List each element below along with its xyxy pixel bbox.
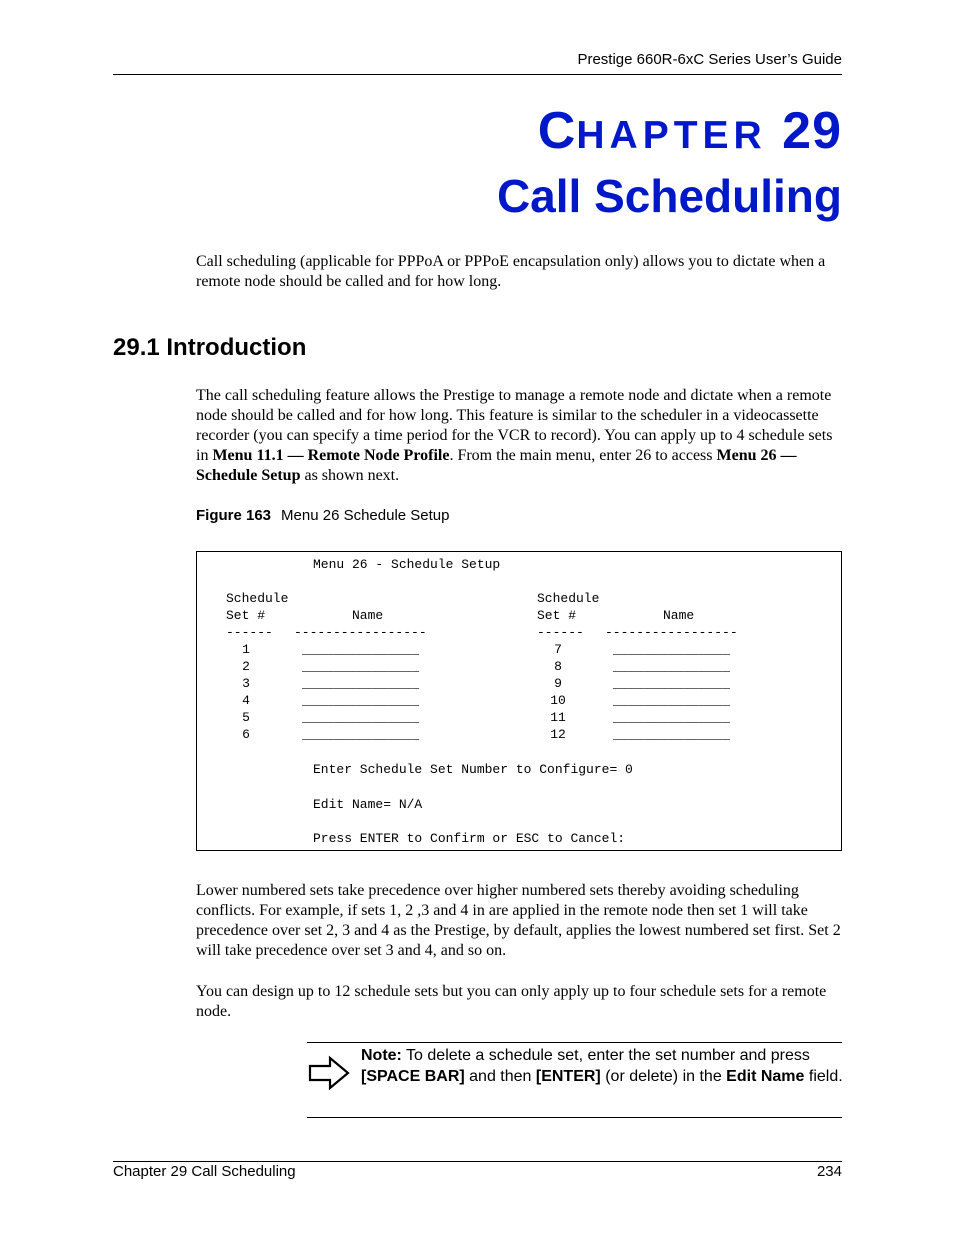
- guide-title: Prestige 660R-6xC Series User’s Guide: [577, 51, 842, 68]
- key-space-bar: [SPACE BAR]: [361, 1067, 465, 1085]
- set-name-field[interactable]: _______________: [302, 676, 420, 691]
- set-number: 4: [242, 693, 250, 708]
- left-col-header-schedule: Schedule: [226, 591, 289, 606]
- set-name-field[interactable]: _______________: [613, 642, 731, 657]
- left-col-header-name: Name: [352, 608, 384, 623]
- right-col-header-name: Name: [663, 608, 695, 623]
- set-name-field[interactable]: _______________: [302, 710, 420, 725]
- chapter-title: Call Scheduling: [496, 170, 842, 222]
- note-top-divider: [307, 1042, 842, 1043]
- page-number: 234: [816, 1163, 842, 1180]
- set-number: 7: [554, 642, 562, 657]
- chapter-label-initial: C: [537, 102, 577, 160]
- footer-chapter: Chapter 29 Call Scheduling: [113, 1163, 296, 1180]
- set-name-field[interactable]: _______________: [302, 727, 420, 742]
- section-paragraph: The call scheduling feature allows the Prestige to manage a remote node and dictate when a remote node should be called and for how long. This feature is similar to the scheduler in a videocassette recorder (you can specify a time period for the VCR to record). You can apply up to 4 schedule sets in Menu 11.1 — Remote Node Profile. From the main menu, enter 26 to access Menu 26 — Schedule Setup as shown next.: [196, 387, 833, 484]
- set-name-field[interactable]: _______________: [613, 710, 731, 725]
- set-number: 12: [550, 727, 566, 742]
- note-label: Note:: [361, 1047, 402, 1064]
- set-number: 1: [242, 642, 250, 657]
- set-number: 8: [554, 659, 562, 674]
- note-text: Note: To delete a schedule set, enter the set number and press [SPACE BAR] and then [ENTER] (or delete) in the Edit Name field.: [361, 1047, 843, 1085]
- figure-caption: [196, 507, 450, 524]
- left-divider-name: -----------------: [294, 625, 427, 640]
- set-name-field[interactable]: _______________: [613, 693, 731, 708]
- right-divider-set: ------: [537, 625, 584, 640]
- arrow-right-icon: [307, 1055, 351, 1091]
- menu-title: Menu 26 - Schedule Setup: [313, 557, 501, 572]
- set-name-field[interactable]: _______________: [302, 693, 420, 708]
- left-col-header-set: Set #: [226, 608, 266, 623]
- chapter-number: 29: [782, 102, 842, 160]
- chapter-label: [538, 96, 842, 171]
- figure-title: Menu 26 Schedule Setup: [281, 507, 450, 524]
- set-name-field[interactable]: _______________: [613, 727, 731, 742]
- set-name-field[interactable]: _______________: [302, 659, 420, 674]
- set-number: 6: [242, 727, 250, 742]
- menu-ref-schedule-setup: Menu 26 — Schedule Setup: [196, 447, 797, 484]
- edit-name-prompt[interactable]: Edit Name= N/A: [313, 797, 423, 812]
- set-number: 5: [242, 710, 250, 725]
- note-bottom-divider: [307, 1117, 842, 1118]
- set-number: 10: [550, 693, 566, 708]
- set-number: 9: [554, 676, 562, 691]
- configure-prompt[interactable]: Enter Schedule Set Number to Configure= 0: [313, 762, 633, 777]
- set-number: 3: [242, 676, 250, 691]
- precedence-paragraph: Lower numbered sets take precedence over higher numbered sets thereby avoiding scheduling conflicts. For example, if sets 1, 2 ,3 and 4 in are applied in the remote node then set 1 will take precedence over set 2, 3 and 4 as the Prestige, by default, applies the lowest numbered set first. Set 2 will take precedence over set 3 and 4, and so on.: [196, 882, 841, 959]
- confirm-prompt: Press ENTER to Confirm or ESC to Cancel:: [313, 831, 626, 846]
- right-col-header-set: Set #: [537, 608, 577, 623]
- edit-name-field-ref: Edit Name: [726, 1067, 805, 1085]
- right-col-header-schedule: Schedule: [537, 591, 600, 606]
- set-name-field[interactable]: _______________: [302, 642, 420, 657]
- header-divider: [113, 74, 842, 75]
- set-number: 2: [242, 659, 250, 674]
- design-paragraph: You can design up to 12 schedule sets but you can only apply up to four schedule sets for a remote node.: [196, 983, 827, 1020]
- set-name-field[interactable]: _______________: [613, 659, 731, 674]
- set-number: 11: [550, 710, 566, 725]
- chapter-label-rest: HAPTER: [576, 114, 767, 157]
- section-heading: 29.1 Introduction: [113, 334, 307, 361]
- set-name-field[interactable]: _______________: [613, 676, 731, 691]
- menu-screen: [196, 551, 842, 851]
- left-divider-set: ------: [226, 625, 273, 640]
- menu-ref-remote-node-profile: Menu 11.1 — Remote Node Profile: [212, 447, 450, 464]
- footer-divider: [113, 1161, 842, 1162]
- right-divider-name: -----------------: [605, 625, 738, 640]
- key-enter: [ENTER]: [535, 1067, 601, 1085]
- figure-label: Figure 163: [196, 507, 272, 524]
- intro-paragraph: Call scheduling (applicable for PPPoA or PPPoE encapsulation only) allows you to dictate when a remote node should be called and for how long.: [196, 253, 826, 290]
